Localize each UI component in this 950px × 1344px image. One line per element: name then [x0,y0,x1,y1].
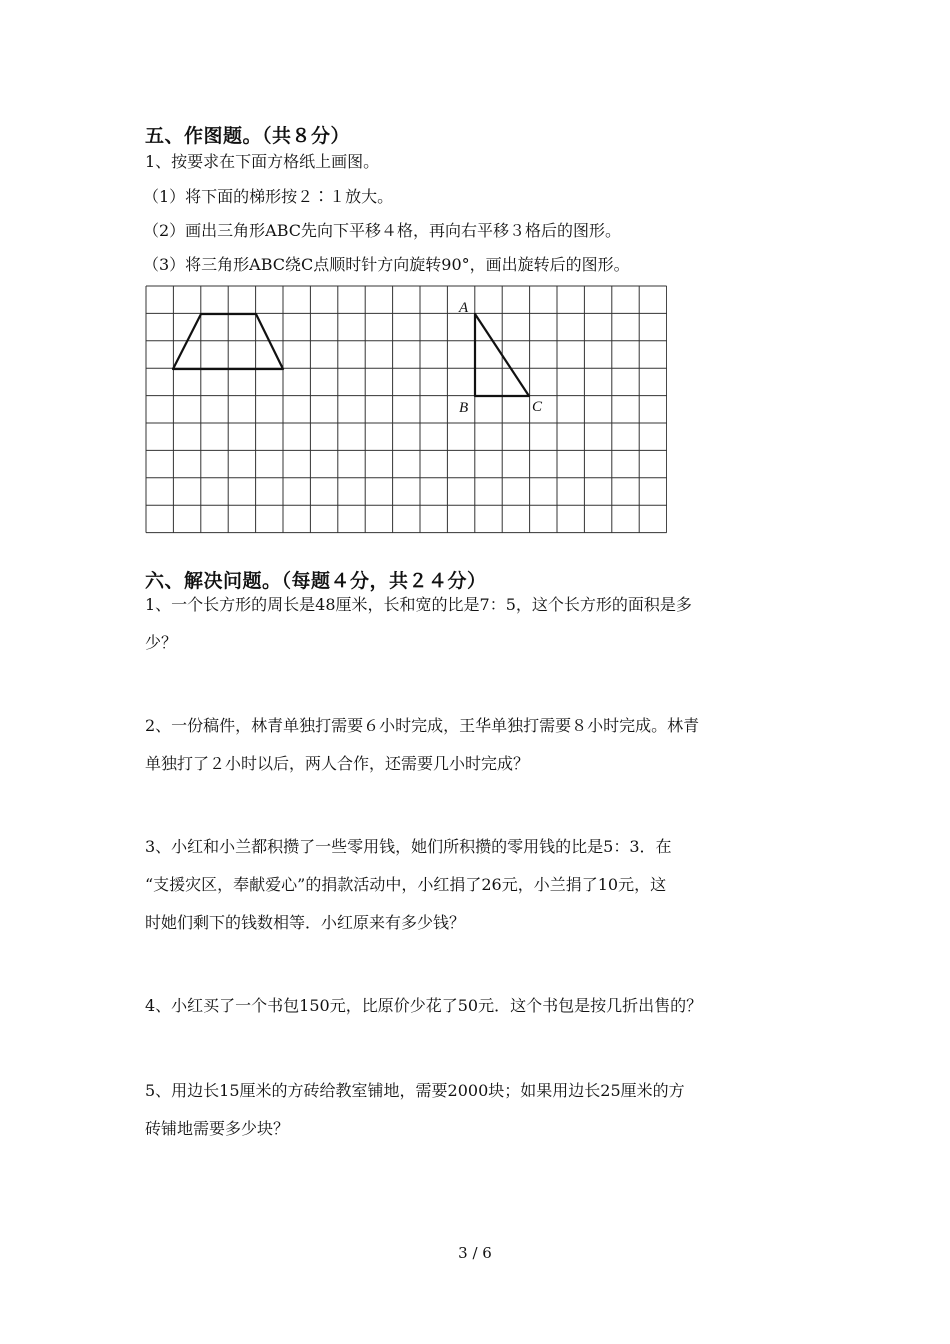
problem-1 [145,586,815,662]
section-5-item-1: （1）将下面的梯形按２∶１放大。 [143,187,394,206]
problem-4-line-1: 4、小红买了一个书包150元，比原价少花了50元．这个书包是按几折出售的？ [145,996,703,1015]
problem-2-line-1: 2、一份稿件，林青单独打需要６小时完成，王华单独打需要８小时完成。林青 [145,716,700,735]
section-5-item-2: （2）画出三角形ABC先向下平移４格，再向右平移３格后的图形。 [143,221,622,240]
vertex-label-c: C [532,399,543,415]
grid-lines [146,286,667,533]
section-5-item-3: （3）将三角形ABC绕C点顺时针方向旋转90°，画出旋转后的图形。 [143,255,630,274]
vertex-label-b: B [459,400,469,416]
problem-3-line-2: “支援灾区，奉献爱心”的捐款活动中，小红捐了26元，小兰捐了10元，这 [145,875,667,894]
problem-5 [145,1072,815,1148]
section-5-title: 五、作图题。（共８分） [145,125,351,147]
vertex-label-a: A [459,300,469,316]
problem-1-line-1: 1、一个长方形的周长是48厘米，长和宽的比是7：5，这个长方形的面积是多 [145,595,692,614]
problem-5-line-2: 砖铺地需要多少块？ [145,1119,290,1138]
problem-3-line-1: 3、小红和小兰都积攒了一些零用钱，她们所积攒的零用钱的比是5：3．在 [145,837,672,856]
page-number: 3 / 6 [458,1244,492,1262]
problem-2 [145,707,815,783]
problem-3 [145,828,815,942]
section-5-intro: 1、按要求在下面方格纸上画图。 [145,152,380,171]
drawing-grid [145,285,667,539]
problem-3-line-3: 时她们剩下的钱数相等．小红原来有多少钱？ [145,913,466,932]
problem-4 [145,987,815,1025]
problem-1-line-2: 少？ [145,633,178,652]
section-6-title: 六、解决问题。（每题４分，共２４分） [145,570,487,592]
problem-2-line-2: 单独打了２小时以后，两人合作，还需要几小时完成？ [145,754,530,773]
problem-5-line-1: 5、用边长15厘米的方砖给教室铺地，需要2000块；如果用边长25厘米的方 [145,1081,685,1100]
